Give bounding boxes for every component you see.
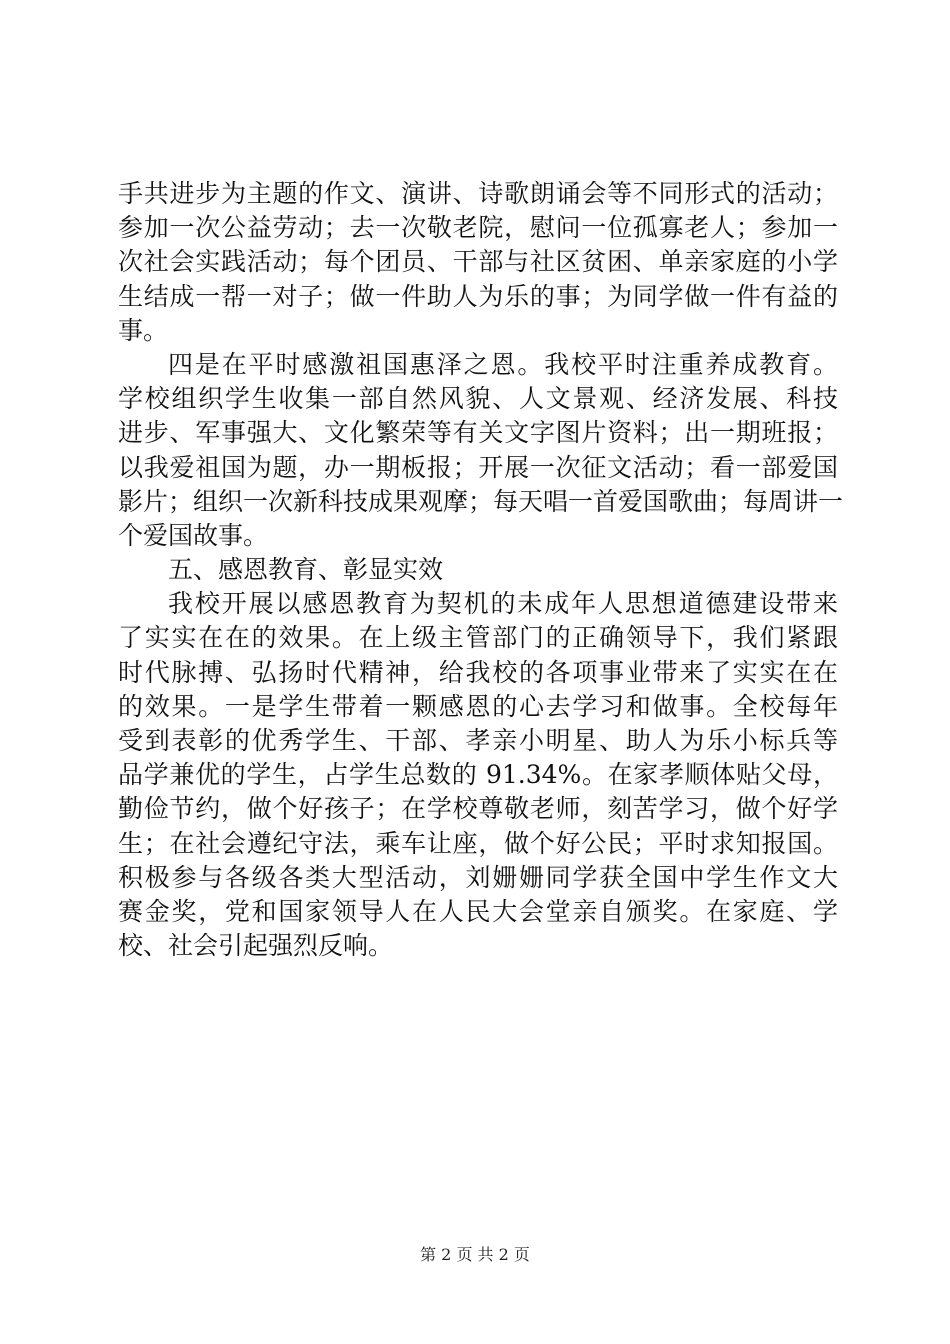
text-line: 积极参与各级各类大型活动，刘姗姗同学获全国中学生作文大 [118, 862, 838, 892]
text-line: 个爱国故事。 [118, 520, 269, 550]
text-line: 以我爱祖国为题，办一期板报；开展一次征文活动；看一部爱国 [118, 452, 838, 482]
text-line: 进步、军事强大、文化繁荣等有关文字图片资料；出一期班报； [118, 418, 838, 448]
text-line: 次社会实践活动；每个团员、干部与社区贫困、单亲家庭的小学 [118, 247, 838, 277]
text-line: 事。 [118, 315, 169, 345]
text-line: 学校组织学生收集一部自然风貌、人文景观、经济发展、科技 [118, 384, 838, 414]
text-line: 校、社会引起强烈反响。 [118, 931, 394, 961]
page-footer: 第 2 页 共 2 页 [420, 1245, 530, 1264]
text-line: 五、感恩教育、彰显实效 [168, 555, 444, 585]
text-line: 勤俭节约，做个好孩子；在学校尊敬老师，刻苦学习，做个好学 [118, 794, 838, 824]
text-line: 赛金奖，党和国家领导人在人民大会堂亲自颁奖。在家庭、学 [118, 896, 838, 926]
text-line: 手共进步为主题的作文、演讲、诗歌朗诵会等不同形式的活动； [118, 179, 838, 208]
text-line: 时代脉搏、弘扬时代精神，给我校的各项事业带来了实实在在 [118, 657, 838, 687]
text-line: 四是在平时感激祖国惠泽之恩。我校平时注重养成教育。 [168, 349, 838, 379]
text-line: 生结成一帮一对子；做一件助人为乐的事；为同学做一件有益的 [118, 281, 838, 311]
text-line: 参加一次公益劳动；去一次敬老院，慰问一位孤寡老人；参加一 [118, 213, 838, 243]
text-line: 受到表彰的优秀学生、干部、孝亲小明星、助人为乐小标兵等 [118, 726, 838, 755]
text-line: 我校开展以感恩教育为契机的未成年人思想道德建设带来 [168, 589, 838, 619]
text-line: 品学兼优的学生，占学生总数的 91.34%。在家孝顺体贴父母， [118, 760, 838, 790]
document-body [118, 177, 844, 963]
text-line: 生；在社会遵纪守法，乘车让座，做个好公民；平时求知报国。 [118, 828, 838, 858]
text-line: 的效果。一是学生带着一颗感恩的心去学习和做事。全校每年 [118, 691, 838, 721]
text-line: 了实实在在的效果。在上级主管部门的正确领导下，我们紧跟 [118, 623, 838, 653]
text-line: 影片；组织一次新科技成果观摩；每天唱一首爱国歌曲；每周讲一 [118, 486, 844, 516]
